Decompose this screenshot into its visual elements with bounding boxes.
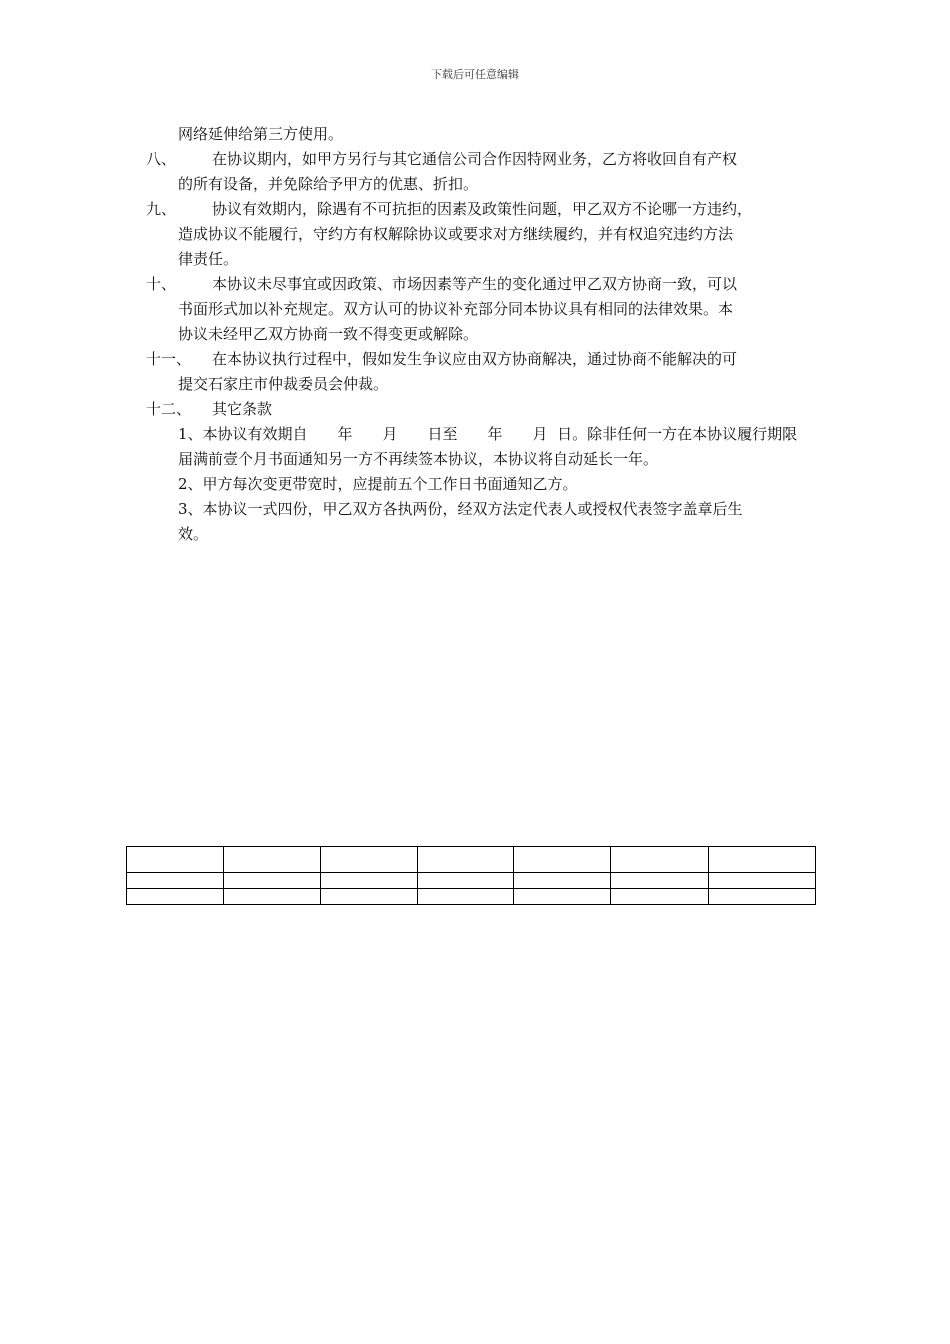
sub-item-1 [146,422,814,472]
clause-text: 本协议未尽事宜或因政策、市场因素等产生的变化通过甲乙双方协商一致，可以 [212,275,738,293]
table-cell [320,847,417,873]
sub-item-text: 2、甲方每次变更带宽时，应提前五个工作日书面通知乙方。 [178,475,578,493]
sub-item-2 [146,472,814,497]
sub-item-text: 3、本协议一式四份，甲乙双方各执两份，经双方法定代表人或授权代表签字盖章后生 [178,500,743,518]
clause-text: 其它条款 [212,400,273,418]
table-cell [709,847,816,873]
clause-text: 律责任。 [178,250,239,268]
table-cell [514,873,611,889]
clause-number: 十一、 [146,350,192,368]
clause-number: 八、 [146,150,177,168]
table-cell [611,847,709,873]
clause-text: 在协议期内，如甲方另行与其它通信公司合作因特网业务，乙方将收回自有产权 [212,150,738,168]
sub-item-text: 1、本协议有效期自 年 月 日至 年 月 日。除非任何一方在本协议履行期限 [178,425,798,443]
table-cell [417,873,514,889]
table-cell [417,889,514,905]
table-row [127,847,816,873]
clause-12 [146,397,814,422]
table-cell [127,847,224,873]
page-header: 下载后可任意编辑 [431,68,519,81]
document-body [146,122,814,547]
table-cell [611,873,709,889]
clause-number: 十、 [146,275,177,293]
sub-item-text: 效。 [178,525,209,543]
table-cell [417,847,514,873]
table-cell [514,847,611,873]
table-row [127,889,816,905]
table-cell [223,889,320,905]
clause-number: 十二、 [146,400,192,418]
table-cell [127,873,224,889]
table-cell [320,873,417,889]
table-cell [223,847,320,873]
clause-text: 协议未经甲乙双方协商一致不得变更或解除。 [178,325,479,343]
table-cell [127,889,224,905]
table-cell [320,889,417,905]
table-cell [709,873,816,889]
table-cell [223,873,320,889]
clause-number: 九、 [146,200,177,218]
intro-line: 网络延伸给第三方使用。 [178,125,344,143]
table-cell [611,889,709,905]
clause-text: 造成协议不能履行，守约方有权解除协议或要求对方继续履约，并有权追究违约方法 [178,225,734,243]
clause-9 [146,197,814,272]
clause-text: 的所有设备，并免除给予甲方的优惠、折扣。 [178,175,479,193]
table-cell [514,889,611,905]
clause-text: 提交石家庄市仲裁委员会仲裁。 [178,375,389,393]
clause-text: 协议有效期内，除遇有不可抗拒的因素及政策性问题，甲乙双方不论哪一方违约， [212,200,753,218]
clause-10 [146,272,814,347]
sub-item-3 [146,497,814,547]
table-row [127,873,816,889]
empty-table [126,846,816,905]
sub-item-text: 届满前壹个月书面通知另一方不再续签本协议，本协议将自动延长一年。 [178,450,659,468]
clause-11 [146,347,814,397]
clause-text: 书面形式加以补充规定。双方认可的协议补充部分同本协议具有相同的法律效果。本 [178,300,734,318]
table-cell [709,889,816,905]
clause-text: 在本协议执行过程中，假如发生争议应由双方协商解决，通过协商不能解决的可 [212,350,738,368]
clause-8 [146,147,814,197]
